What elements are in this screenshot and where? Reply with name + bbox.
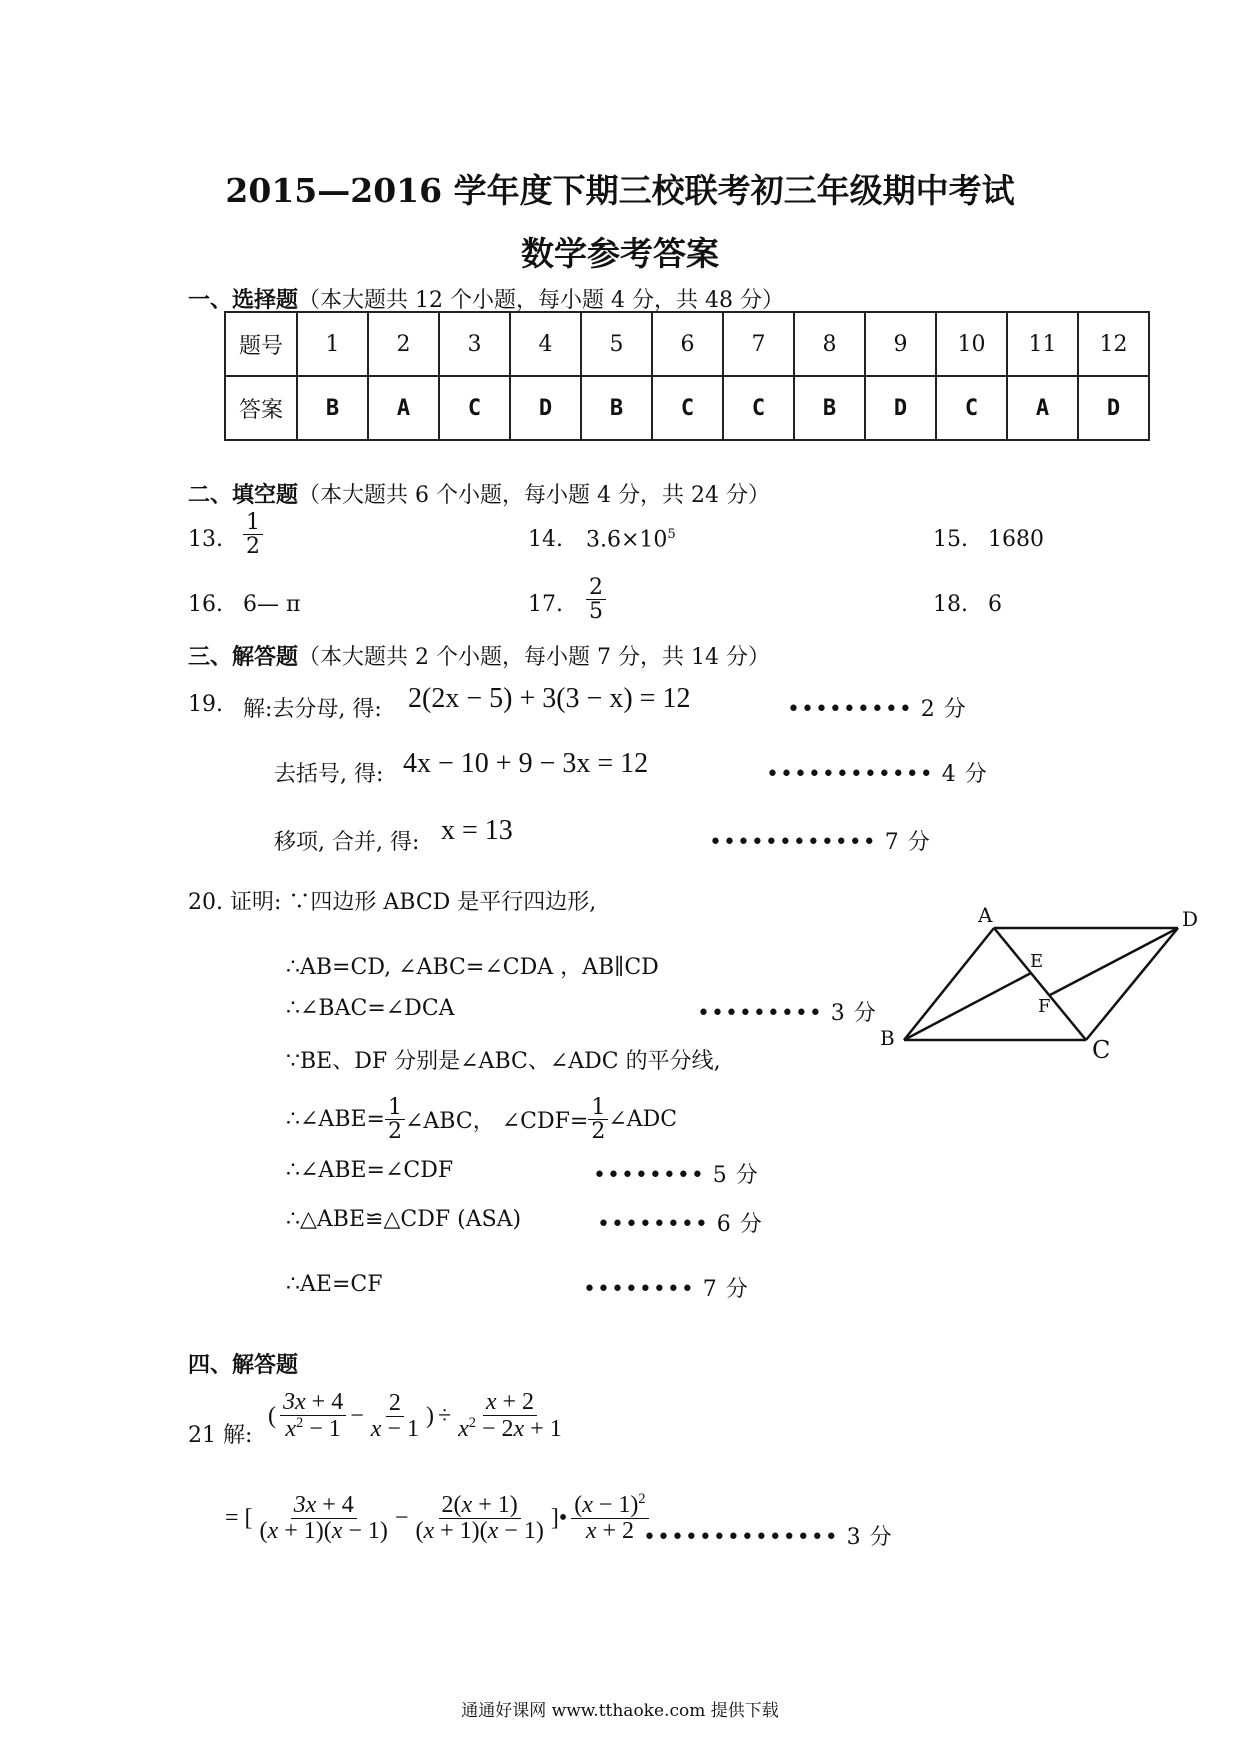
answer-cell: C	[936, 376, 1007, 440]
answer-cell: D	[510, 376, 581, 440]
q13-denominator: 2	[246, 534, 260, 560]
q18-number: 18.	[933, 592, 968, 617]
q20-line2: ∴∠BAC=∠DCA	[286, 996, 455, 1021]
q20-line4-part1: ∴∠ABE=	[286, 1107, 385, 1133]
q21-expression: ( $\frac{3x + 4}{x^2 - 1}$ − $\frac{2}{x - 1}$ ) ÷ $\frac{x + 2}{x^2 - 2x + 1}$	[268, 1389, 562, 1443]
edge-ab	[904, 928, 994, 1040]
section1-heading-row	[188, 283, 784, 314]
label-a: A	[978, 903, 993, 927]
row-label-question: 题号	[225, 312, 297, 376]
q13-numerator: 1	[243, 511, 263, 535]
question-number: 3	[439, 312, 510, 376]
q19-step2-equation: 4x − 10 + 9 − 3x = 12	[403, 748, 649, 779]
q20-line7: ∴AE=CF	[286, 1272, 383, 1297]
q21-step1-score: •••••••••••••• 3 分	[643, 1525, 893, 1550]
section3-heading-row	[188, 640, 770, 671]
q16-answer: 6— π	[243, 592, 301, 617]
q20-line3: ∵BE、DF 分别是∠ABC、∠ADC 的平分线,	[286, 1049, 721, 1074]
half-denominator: 2	[591, 1119, 606, 1145]
q14-value: 3.6×10	[586, 527, 668, 553]
section4-heading: 四、解答题	[188, 1352, 299, 1378]
section2-heading: 二、填空题	[188, 482, 299, 508]
q20-line6: ∴△ABE≌△CDF (ASA)	[286, 1207, 522, 1232]
q20-line2-score: ••••••••• 3 分	[697, 1001, 877, 1026]
question-number: 5	[581, 312, 652, 376]
q14-answer	[586, 527, 676, 552]
q20-line6-score: •••••••• 6 分	[597, 1212, 763, 1237]
section2-heading-row	[188, 478, 770, 509]
section3-heading: 三、解答题	[188, 644, 299, 670]
answer-row	[225, 376, 1149, 440]
section4-heading-row	[188, 1348, 298, 1379]
q17-denominator: 5	[589, 599, 603, 625]
q15-answer: 1680	[988, 527, 1044, 552]
q15-number: 15.	[933, 527, 968, 552]
question-number: 2	[368, 312, 439, 376]
footer-credit: 通通好课网 www.tthaoke.com 提供下载	[461, 1701, 779, 1721]
q20-intro: 20. 证明: ∵四边形 ABCD 是平行四边形,	[188, 890, 597, 915]
answer-cell: D	[865, 376, 936, 440]
q18-answer: 6	[988, 592, 1002, 617]
q13-number: 13.	[188, 527, 223, 552]
label-d: D	[1182, 907, 1199, 931]
answer-cell: A	[368, 376, 439, 440]
q19-step2-score: •••••••••••• 4 分	[766, 762, 988, 787]
question-number: 4	[510, 312, 581, 376]
q19-step2-label: 去括号, 得:	[274, 762, 384, 787]
segment-df	[1050, 928, 1178, 995]
answer-cell: D	[1078, 376, 1149, 440]
answer-cell: B	[581, 376, 652, 440]
answer-cell: B	[297, 376, 368, 440]
answer-cell: C	[439, 376, 510, 440]
section3-note: （本大题共 2 个小题，每小题 7 分，共 14 分）	[298, 645, 770, 670]
question-number: 11	[1007, 312, 1078, 376]
q19-step3-label: 移项, 合并, 得:	[274, 830, 420, 855]
q20-line5-score: •••••••• 5 分	[593, 1163, 759, 1188]
section2-note: （本大题共 6 个小题，每小题 4 分，共 24 分）	[298, 483, 770, 508]
answer-cell: A	[1007, 376, 1078, 440]
half-numerator: 1	[588, 1096, 608, 1120]
page-title: 2015—2016 学年度下期三校联考初三年级期中考试	[225, 171, 1015, 210]
q21-label: 21 解:	[188, 1423, 253, 1448]
q14-number: 14.	[528, 527, 563, 552]
row-label-answer: 答案	[225, 376, 297, 440]
label-f: F	[1038, 996, 1051, 1017]
q20-line4-part3: ∠ADC	[608, 1107, 678, 1133]
question-number: 10	[936, 312, 1007, 376]
question-number: 6	[652, 312, 723, 376]
q19-step1-equation: 2(2x − 5) + 3(3 − x) = 12	[408, 683, 691, 714]
segment-be	[904, 973, 1031, 1040]
q19-step3-equation: x = 13	[441, 815, 513, 846]
label-e: E	[1030, 951, 1044, 972]
q19-number: 19.	[188, 692, 223, 717]
q20-line7-score: •••••••• 7 分	[583, 1277, 749, 1302]
q16-number: 16.	[188, 592, 223, 617]
half-numerator: 1	[385, 1096, 405, 1120]
q17-number: 17.	[528, 592, 563, 617]
q17-answer	[586, 576, 606, 623]
question-number: 1	[297, 312, 368, 376]
answer-cell: B	[794, 376, 865, 440]
answer-cell: C	[723, 376, 794, 440]
edge-cd	[1086, 928, 1178, 1040]
q19-step3-score: •••••••••••• 7 分	[709, 830, 931, 855]
q21-step1-expression: = [ $\frac{3x + 4}{(x + 1)(x - 1)}$ − $\frac{2(x + 1)}{(x + 1)(x - 1)}$ ]• $\frac{(x - 1)^2}{x + 2}$	[225, 1492, 649, 1544]
question-number: 9	[865, 312, 936, 376]
answer-table	[224, 311, 1150, 441]
section1-heading: 一、选择题	[188, 287, 299, 313]
label-c: C	[1092, 1036, 1111, 1064]
section1-note: （本大题共 12 个小题，每小题 4 分，共 48 分）	[298, 288, 784, 313]
q20-line5: ∴∠ABE=∠CDF	[286, 1158, 454, 1183]
q20-line1: ∴AB=CD, ∠ABC=∠CDA ，AB∥CD	[286, 955, 659, 980]
q13-answer	[243, 511, 263, 558]
q19-step1-label: 解:去分母, 得:	[243, 697, 382, 722]
q17-numerator: 2	[586, 576, 606, 600]
parallelogram-figure	[870, 900, 1210, 1075]
answer-cell: C	[652, 376, 723, 440]
question-number-row	[225, 312, 1149, 376]
q14-exponent: 5	[667, 527, 676, 542]
q19-step1-score: ••••••••• 2 分	[787, 697, 967, 722]
q20-line4-part2: ∠ABC， ∠CDF=	[404, 1109, 589, 1135]
page-subtitle: 数学参考答案	[521, 234, 719, 273]
question-number: 12	[1078, 312, 1149, 376]
half-denominator: 2	[387, 1119, 402, 1145]
question-number: 8	[794, 312, 865, 376]
label-b: B	[880, 1026, 895, 1050]
question-number: 7	[723, 312, 794, 376]
q20-line4	[286, 1096, 677, 1143]
